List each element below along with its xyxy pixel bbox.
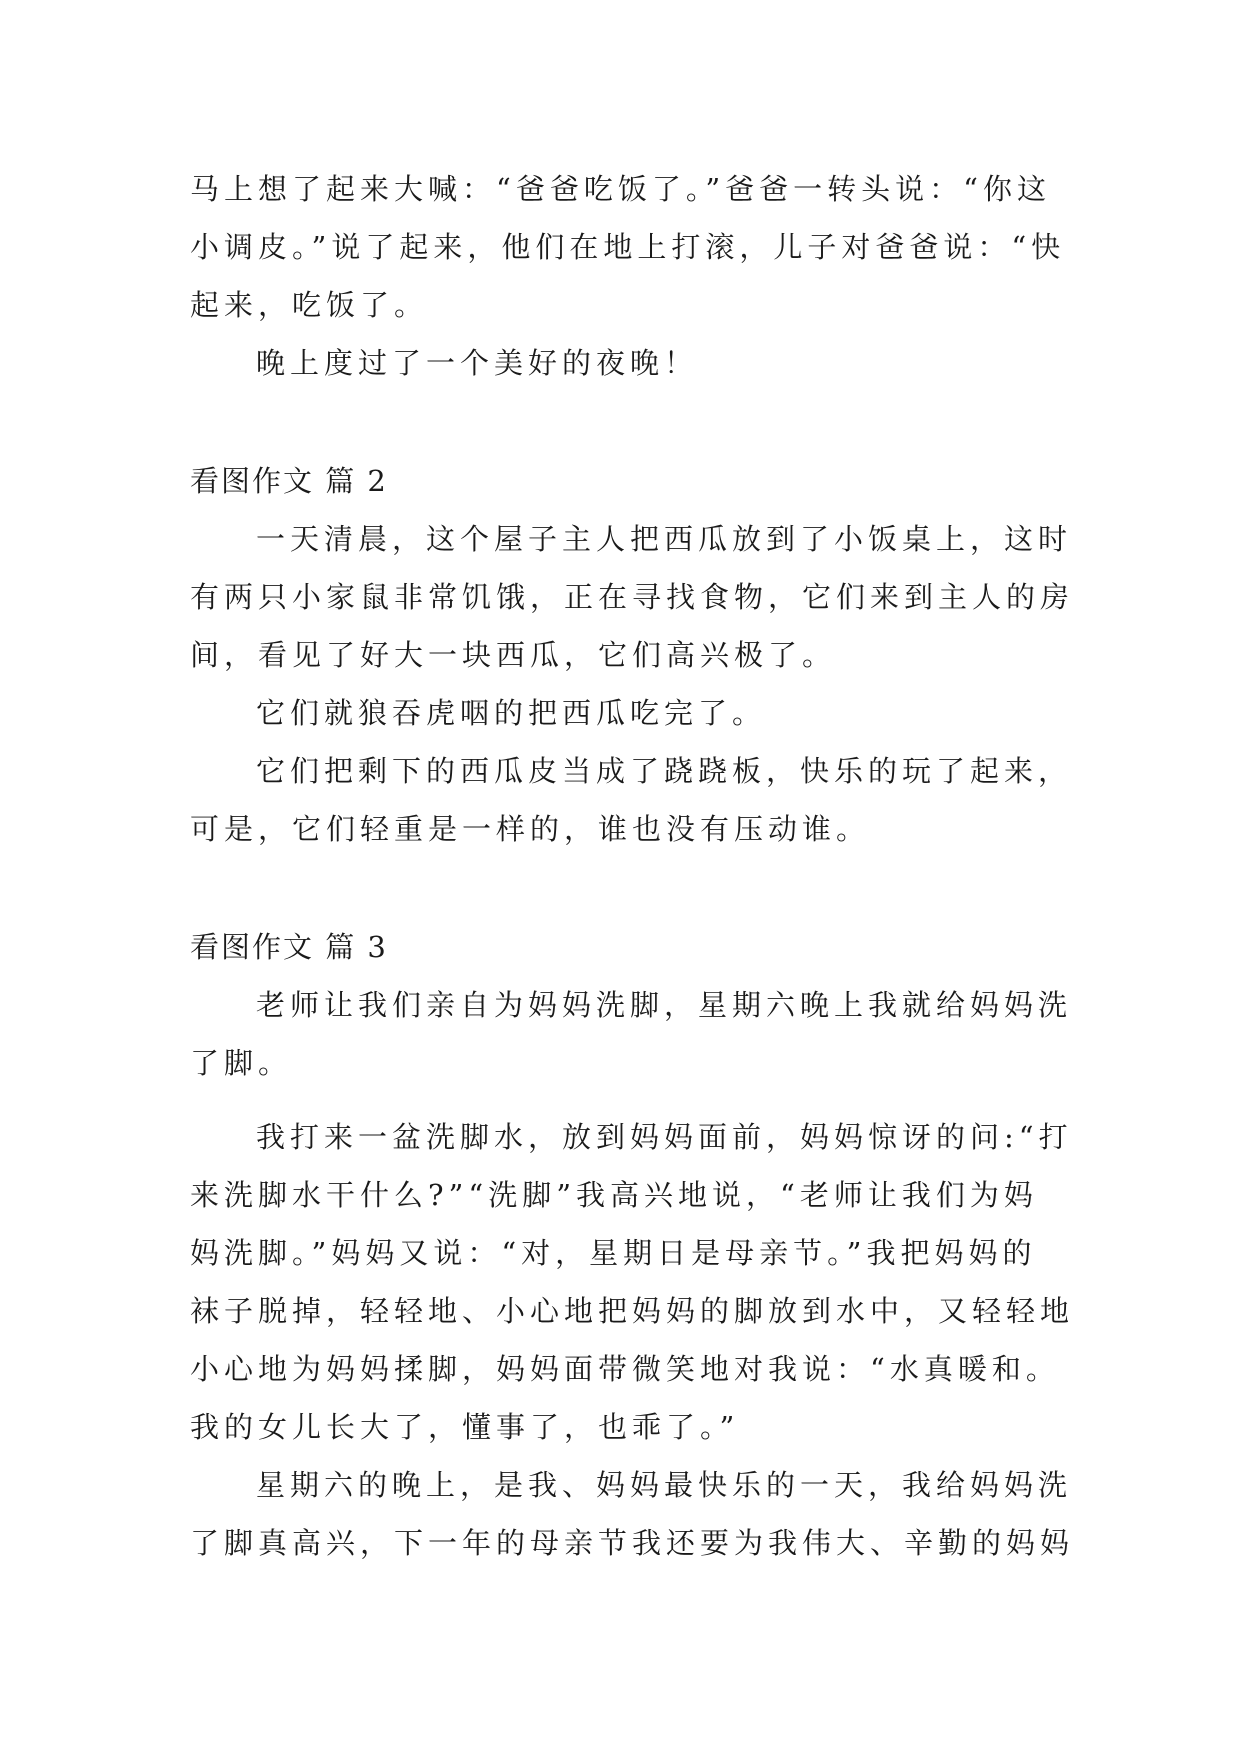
text-line: 它们就狼吞虎咽的把西瓜吃完了。 (256, 696, 767, 730)
text-line: 星期六的晚上，是我、妈妈最快乐的一天，我给妈妈洗 (256, 1468, 1073, 1502)
section-gap (190, 858, 1050, 918)
text-line: 有两只小家鼠非常饥饿，正在寻找食物，它们来到主人的房 (190, 580, 1075, 614)
text-line: 一天清晨，这个屋子主人把西瓜放到了小饭桌上，这时 (256, 522, 1073, 556)
text-line: 老师让我们亲自为妈妈洗脚，星期六晚上我就给妈妈洗 (256, 988, 1073, 1022)
text-line: 我打来一盆洗脚水，放到妈妈面前，妈妈惊讶的问:“打 (256, 1120, 1073, 1154)
paragraph-story1-ending (190, 160, 1066, 334)
paragraph (190, 1108, 1075, 1456)
text-line: 我的女儿长大了，懂事了，也乖了。” (190, 1410, 740, 1444)
text-line: 马上想了起来大喊：“爸爸吃饭了。”爸爸一转头说：“你这 (190, 172, 1051, 206)
paragraph-gap (190, 1092, 1050, 1108)
paragraph (190, 510, 1075, 684)
text-line: 妈洗脚。”妈妈又说：“对，星期日是母亲节。”我把妈妈的 (190, 1236, 1037, 1270)
section-gap (190, 392, 1050, 452)
text-line: 来洗脚水干什么?”“洗脚”我高兴地说，“老师让我们为妈 (190, 1178, 1038, 1212)
text-line: 了脚真高兴，下一年的母亲节我还要为我伟大、辛勤的妈妈 (190, 1526, 1075, 1560)
paragraph-story1-closing (190, 334, 1050, 392)
text-line: 间，看见了好大一块西瓜，它们高兴极了。 (190, 638, 837, 672)
text-line: 它们把剩下的西瓜皮当成了跷跷板，快乐的玩了起来， (256, 754, 1073, 788)
paragraph (190, 684, 1050, 742)
paragraph (190, 742, 1073, 858)
text-line: 晚上度过了一个美好的夜晚！ (256, 346, 699, 380)
section-title: 看图作文 篇 3 (190, 930, 388, 964)
paragraph (190, 976, 1073, 1092)
paragraph (190, 1456, 1075, 1572)
text-line: 袜子脱掉，轻轻地、小心地把妈妈的脚放到水中，又轻轻地 (190, 1294, 1075, 1328)
text-line: 可是，它们轻重是一样的，谁也没有压动谁。 (190, 812, 871, 846)
section-title: 看图作文 篇 2 (190, 464, 388, 498)
text-line: 了脚。 (190, 1046, 293, 1080)
text-line: 小心地为妈妈揉脚，妈妈面带微笑地对我说：“水真暖和。 (190, 1352, 1060, 1386)
text-line: 小调皮。”说了起来，他们在地上打滚，儿子对爸爸说：“快 (190, 230, 1066, 264)
document-page (190, 160, 1075, 1572)
text-line: 起来，吃饭了。 (190, 288, 429, 322)
